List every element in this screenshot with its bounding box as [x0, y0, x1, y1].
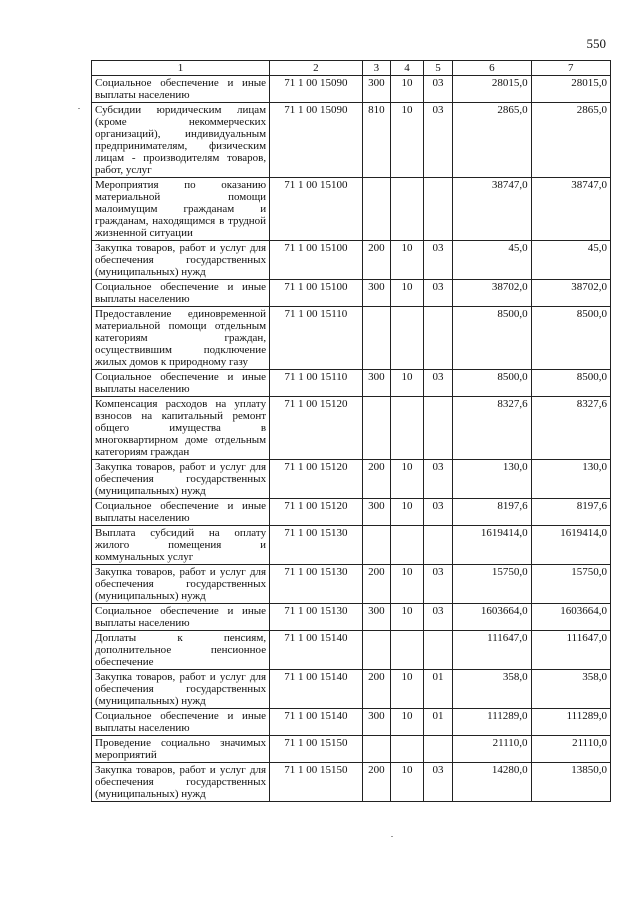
row-amount-2: 38702,0 — [531, 280, 610, 307]
row-subsection: 03 — [423, 280, 453, 307]
row-expense-type: 300 — [362, 709, 390, 736]
row-section: 10 — [391, 280, 424, 307]
row-code: 71 1 00 15150 — [270, 763, 363, 802]
table-row — [92, 370, 611, 397]
header-col-2: 2 — [270, 61, 363, 76]
row-subsection: 03 — [423, 604, 453, 631]
row-name: Субсидии юридическим лицам (кроме некоммерческих организаций), индивидуальным предпринимателям, физическим лицам - производителям товаров, работ, услуг — [92, 103, 270, 178]
table-row — [92, 76, 611, 103]
row-section — [391, 307, 424, 370]
table-row — [92, 499, 611, 526]
row-section: 10 — [391, 499, 424, 526]
row-code: 71 1 00 15140 — [270, 670, 363, 709]
row-section: 10 — [391, 604, 424, 631]
row-amount-2: 13850,0 — [531, 763, 610, 802]
row-section: 10 — [391, 670, 424, 709]
row-name: Социальное обеспечение и иные выплаты населению — [92, 76, 270, 103]
row-code: 71 1 00 15120 — [270, 397, 363, 460]
row-amount-2: 8500,0 — [531, 370, 610, 397]
row-amount-2: 1619414,0 — [531, 526, 610, 565]
row-amount-1: 130,0 — [453, 460, 531, 499]
row-expense-type: 300 — [362, 76, 390, 103]
row-amount-1: 8500,0 — [453, 307, 531, 370]
row-expense-type: 200 — [362, 565, 390, 604]
row-amount-2: 21110,0 — [531, 736, 610, 763]
table-row — [92, 631, 611, 670]
header-col-5: 5 — [423, 61, 453, 76]
row-name: Закупка товаров, работ и услуг для обеспечения государственных (муниципальных) нужд — [92, 460, 270, 499]
row-subsection: 03 — [423, 103, 453, 178]
header-col-7: 7 — [531, 61, 610, 76]
row-expense-type — [362, 526, 390, 565]
row-subsection: 01 — [423, 709, 453, 736]
row-amount-1: 2865,0 — [453, 103, 531, 178]
row-expense-type — [362, 307, 390, 370]
row-amount-2: 28015,0 — [531, 76, 610, 103]
row-section: 10 — [391, 103, 424, 178]
header-col-4: 4 — [391, 61, 424, 76]
row-amount-2: 1603664,0 — [531, 604, 610, 631]
row-subsection: 03 — [423, 370, 453, 397]
row-code: 71 1 00 15120 — [270, 460, 363, 499]
row-name: Мероприятия по оказанию материальной помощи малоимущим гражданам и гражданам, находящимся в трудной жизненной ситуации — [92, 178, 270, 241]
row-amount-2: 358,0 — [531, 670, 610, 709]
row-subsection — [423, 631, 453, 670]
row-code: 71 1 00 15100 — [270, 178, 363, 241]
row-section — [391, 526, 424, 565]
page-number: 550 — [586, 36, 606, 51]
row-expense-type: 810 — [362, 103, 390, 178]
table-row — [92, 397, 611, 460]
scan-speck — [391, 836, 393, 837]
row-section: 10 — [391, 565, 424, 604]
table-row — [92, 565, 611, 604]
row-code: 71 1 00 15110 — [270, 307, 363, 370]
row-amount-2: 111647,0 — [531, 631, 610, 670]
row-code: 71 1 00 15130 — [270, 604, 363, 631]
table-row — [92, 103, 611, 178]
table-row — [92, 178, 611, 241]
row-code: 71 1 00 15130 — [270, 526, 363, 565]
row-name: Закупка товаров, работ и услуг для обеспечения государственных (муниципальных) нужд — [92, 763, 270, 802]
row-expense-type: 200 — [362, 670, 390, 709]
row-name: Социальное обеспечение и иные выплаты населению — [92, 280, 270, 307]
row-amount-1: 1603664,0 — [453, 604, 531, 631]
table-row — [92, 241, 611, 280]
row-section — [391, 631, 424, 670]
row-subsection — [423, 178, 453, 241]
header-row — [92, 61, 611, 76]
row-name: Закупка товаров, работ и услуг для обеспечения государственных (муниципальных) нужд — [92, 670, 270, 709]
row-name: Закупка товаров, работ и услуг для обеспечения государственных (муниципальных) нужд — [92, 565, 270, 604]
row-amount-1: 111289,0 — [453, 709, 531, 736]
row-amount-2: 38747,0 — [531, 178, 610, 241]
row-amount-2: 130,0 — [531, 460, 610, 499]
table-row — [92, 709, 611, 736]
row-subsection: 03 — [423, 76, 453, 103]
row-section: 10 — [391, 241, 424, 280]
row-subsection — [423, 307, 453, 370]
row-amount-1: 45,0 — [453, 241, 531, 280]
row-subsection: 03 — [423, 763, 453, 802]
row-code: 71 1 00 15140 — [270, 709, 363, 736]
header-col-3: 3 — [362, 61, 390, 76]
row-expense-type: 300 — [362, 604, 390, 631]
row-name: Социальное обеспечение и иные выплаты населению — [92, 499, 270, 526]
scan-speck — [78, 108, 80, 109]
row-subsection: 03 — [423, 241, 453, 280]
row-amount-1: 8500,0 — [453, 370, 531, 397]
row-section — [391, 397, 424, 460]
row-amount-1: 15750,0 — [453, 565, 531, 604]
row-expense-type — [362, 178, 390, 241]
table-row — [92, 526, 611, 565]
row-expense-type: 300 — [362, 370, 390, 397]
row-expense-type: 300 — [362, 499, 390, 526]
row-amount-1: 1619414,0 — [453, 526, 531, 565]
row-subsection — [423, 397, 453, 460]
table-body — [92, 76, 611, 802]
table-row — [92, 736, 611, 763]
row-amount-1: 28015,0 — [453, 76, 531, 103]
row-code: 71 1 00 15100 — [270, 241, 363, 280]
row-name: Проведение социально значимых мероприятий — [92, 736, 270, 763]
row-code: 71 1 00 15090 — [270, 103, 363, 178]
row-code: 71 1 00 15090 — [270, 76, 363, 103]
row-subsection: 03 — [423, 499, 453, 526]
row-amount-1: 38702,0 — [453, 280, 531, 307]
header-col-6: 6 — [453, 61, 531, 76]
row-expense-type: 200 — [362, 460, 390, 499]
row-amount-2: 8500,0 — [531, 307, 610, 370]
row-expense-type: 200 — [362, 763, 390, 802]
row-amount-2: 2865,0 — [531, 103, 610, 178]
row-subsection: 03 — [423, 460, 453, 499]
row-expense-type — [362, 397, 390, 460]
table-row — [92, 604, 611, 631]
table-row — [92, 460, 611, 499]
row-section: 10 — [391, 370, 424, 397]
header-col-1: 1 — [92, 61, 270, 76]
budget-table — [91, 60, 611, 802]
row-code: 71 1 00 15140 — [270, 631, 363, 670]
table-row — [92, 307, 611, 370]
row-amount-1: 38747,0 — [453, 178, 531, 241]
row-name: Социальное обеспечение и иные выплаты населению — [92, 709, 270, 736]
row-amount-1: 21110,0 — [453, 736, 531, 763]
row-amount-2: 111289,0 — [531, 709, 610, 736]
row-name: Предоставление единовременной материальной помощи отдельным категориям граждан, осуществившим подключение жилых домов к природному газу — [92, 307, 270, 370]
row-amount-2: 45,0 — [531, 241, 610, 280]
row-amount-1: 14280,0 — [453, 763, 531, 802]
row-expense-type — [362, 736, 390, 763]
row-section: 10 — [391, 76, 424, 103]
row-code: 71 1 00 15110 — [270, 370, 363, 397]
table-row — [92, 280, 611, 307]
row-subsection — [423, 736, 453, 763]
row-amount-1: 8327,6 — [453, 397, 531, 460]
row-code: 71 1 00 15120 — [270, 499, 363, 526]
row-subsection — [423, 526, 453, 565]
row-amount-1: 111647,0 — [453, 631, 531, 670]
row-name: Закупка товаров, работ и услуг для обеспечения государственных (муниципальных) нужд — [92, 241, 270, 280]
table-row — [92, 763, 611, 802]
row-name: Социальное обеспечение и иные выплаты населению — [92, 370, 270, 397]
row-section — [391, 178, 424, 241]
row-name: Социальное обеспечение и иные выплаты населению — [92, 604, 270, 631]
table-row — [92, 670, 611, 709]
row-expense-type: 300 — [362, 280, 390, 307]
row-code: 71 1 00 15100 — [270, 280, 363, 307]
row-subsection: 01 — [423, 670, 453, 709]
row-expense-type — [362, 631, 390, 670]
row-section — [391, 736, 424, 763]
row-expense-type: 200 — [362, 241, 390, 280]
row-name: Доплаты к пенсиям, дополнительное пенсионное обеспечение — [92, 631, 270, 670]
row-code: 71 1 00 15150 — [270, 736, 363, 763]
row-amount-1: 8197,6 — [453, 499, 531, 526]
row-amount-1: 358,0 — [453, 670, 531, 709]
row-name: Выплата субсидий на оплату жилого помещения и коммунальных услуг — [92, 526, 270, 565]
row-amount-2: 8197,6 — [531, 499, 610, 526]
row-amount-2: 8327,6 — [531, 397, 610, 460]
row-section: 10 — [391, 460, 424, 499]
row-section: 10 — [391, 709, 424, 736]
row-code: 71 1 00 15130 — [270, 565, 363, 604]
row-name: Компенсация расходов на уплату взносов на капитальный ремонт общего имущества в многоквартирном доме отдельным категориям граждан — [92, 397, 270, 460]
row-amount-2: 15750,0 — [531, 565, 610, 604]
row-section: 10 — [391, 763, 424, 802]
row-subsection: 03 — [423, 565, 453, 604]
